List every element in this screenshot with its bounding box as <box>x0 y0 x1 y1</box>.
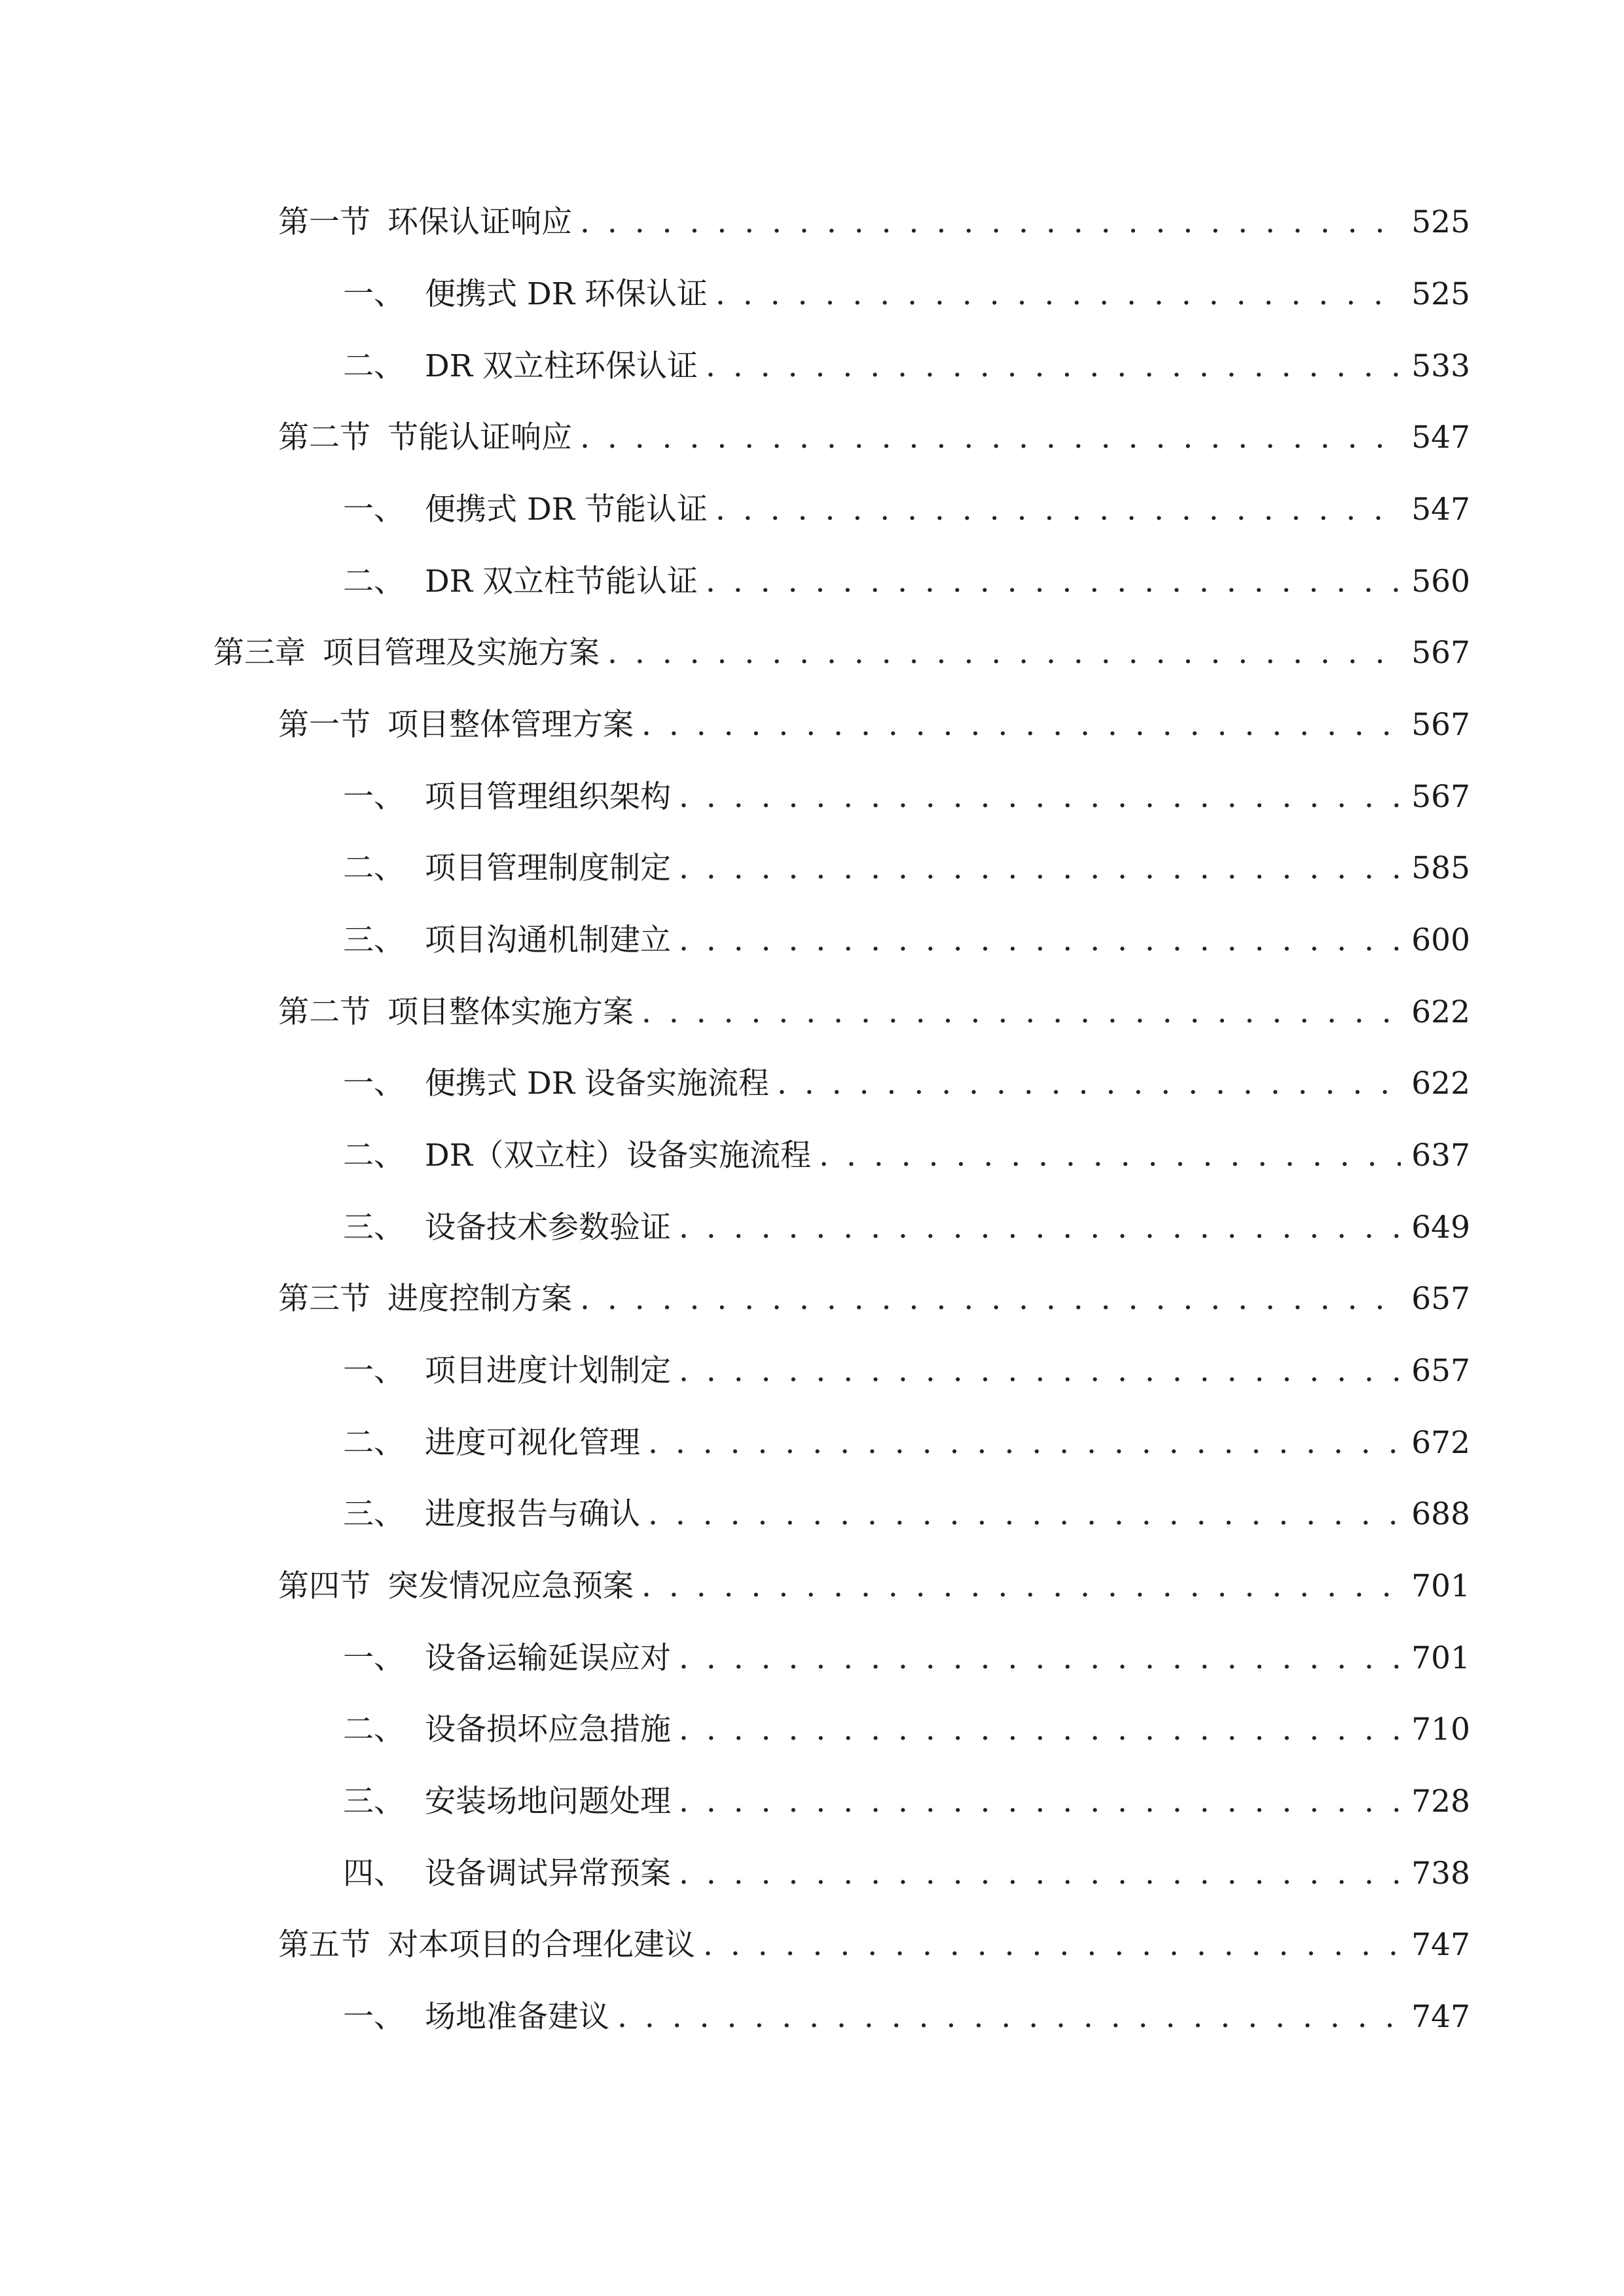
toc-entry-page: 547 <box>1411 420 1470 456</box>
toc-entry-number: 第五节 <box>278 1927 370 1963</box>
toc-entry-title: 设备调试异常预案 <box>425 1856 671 1892</box>
toc-entry-number: 第二节 <box>278 994 370 1030</box>
toc-entry-title: 设备损坏应急措施 <box>425 1712 671 1748</box>
toc-entry[interactable] <box>343 836 1470 888</box>
toc-entry-page: 710 <box>1411 1712 1470 1748</box>
toc-entry-number: 三、 <box>343 1496 405 1532</box>
toc-entry[interactable] <box>278 1266 1470 1319</box>
dot-leader <box>580 1280 1401 1319</box>
toc-entry-title: 项目沟通机制建立 <box>425 922 671 958</box>
toc-entry-title: 进度控制方案 <box>388 1281 572 1317</box>
toc-entry-number: 第二节 <box>278 420 370 456</box>
toc-entry-page: 525 <box>1411 204 1470 240</box>
toc-entry-number: 一、 <box>343 1353 405 1389</box>
dot-leader <box>641 1567 1401 1606</box>
toc-entry-title: DR 双立柱节能认证 <box>425 564 698 600</box>
dot-leader <box>679 1710 1401 1749</box>
toc-entry-number: 第三章 <box>213 635 306 671</box>
dot-leader <box>617 1998 1401 2037</box>
toc-entry[interactable] <box>343 764 1470 817</box>
toc-entry-title: 设备运输延误应对 <box>425 1640 671 1676</box>
toc-entry-page: 567 <box>1411 707 1470 743</box>
dot-leader <box>679 1352 1401 1391</box>
toc-entry[interactable] <box>343 908 1470 960</box>
toc-entry-number: 四、 <box>343 1856 405 1892</box>
dot-leader <box>641 993 1401 1032</box>
toc-entry-number: 一、 <box>343 1640 405 1676</box>
toc-entry-number: 第一节 <box>278 707 370 743</box>
toc-entry-number: 二、 <box>343 564 405 600</box>
toc-entry-page: 747 <box>1411 1927 1470 1963</box>
toc-entry-page: 622 <box>1411 1066 1470 1102</box>
toc-entry[interactable] <box>343 1769 1470 1821</box>
toc-entry-page: 547 <box>1411 492 1470 528</box>
toc-entry-title: 环保认证响应 <box>388 204 572 240</box>
toc-entry-number: 二、 <box>343 1138 405 1174</box>
toc-entry-title: DR 双立柱环保认证 <box>425 348 698 384</box>
toc-entry[interactable] <box>343 334 1470 386</box>
toc-entry-page: 701 <box>1411 1568 1470 1604</box>
toc-entry[interactable] <box>343 1123 1470 1175</box>
toc-entry-title: 项目进度计划制定 <box>425 1353 671 1389</box>
dot-leader <box>580 418 1401 457</box>
toc-entry-page: 533 <box>1411 348 1470 384</box>
toc-entry-page: 738 <box>1411 1856 1470 1892</box>
toc-entry-title: 进度报告与确认 <box>425 1496 640 1532</box>
dot-leader <box>703 1926 1401 1965</box>
dot-leader <box>648 1495 1401 1534</box>
toc-entry[interactable] <box>278 190 1470 242</box>
toc-entry-number: 二、 <box>343 348 405 384</box>
toc-entry-number: 二、 <box>343 1712 405 1748</box>
toc-entry[interactable] <box>278 1554 1470 1606</box>
toc-entry-page: 728 <box>1411 1784 1470 1820</box>
dot-leader <box>679 1782 1401 1821</box>
toc-entry-number: 一、 <box>343 492 405 528</box>
dot-leader <box>706 562 1401 601</box>
toc-entry-page: 747 <box>1411 1999 1470 2035</box>
toc-entry-page: 585 <box>1411 850 1470 886</box>
toc-entry-number: 一、 <box>343 1066 405 1102</box>
toc-entry-page: 567 <box>1411 635 1470 671</box>
toc-entry-page: 688 <box>1411 1496 1470 1532</box>
toc-entry-number: 第四节 <box>278 1568 370 1604</box>
toc-entry[interactable] <box>343 1841 1470 1893</box>
dot-leader <box>715 490 1401 529</box>
toc-entry-title: 项目整体实施方案 <box>388 994 634 1030</box>
toc-entry-title: 对本项目的合理化建议 <box>388 1927 695 1963</box>
toc-entry[interactable] <box>343 1697 1470 1749</box>
toc-entry[interactable] <box>343 1984 1470 2037</box>
toc-entry-title: 项目管理制度制定 <box>425 850 671 886</box>
toc-entry-title: 便携式 DR 环保认证 <box>425 276 708 312</box>
dot-leader <box>679 1854 1401 1893</box>
dot-leader <box>819 1136 1401 1175</box>
dot-leader <box>641 706 1401 745</box>
dot-leader <box>777 1064 1401 1103</box>
toc-entry[interactable] <box>278 692 1470 745</box>
toc-entry[interactable] <box>343 262 1470 314</box>
toc-entry-page: 622 <box>1411 994 1470 1030</box>
toc-entry-title: 项目管理及实施方案 <box>323 635 600 671</box>
toc-entry-title: 项目管理组织架构 <box>425 779 671 815</box>
dot-leader <box>648 1424 1401 1463</box>
toc-entry-number: 三、 <box>343 922 405 958</box>
toc-entry-title: 节能认证响应 <box>388 420 572 456</box>
toc-entry-number: 三、 <box>343 1784 405 1820</box>
toc-entry[interactable] <box>343 1195 1470 1247</box>
toc-entry-number: 第三节 <box>278 1281 370 1317</box>
toc-entry-number: 二、 <box>343 850 405 886</box>
toc-entry-number: 三、 <box>343 1210 405 1246</box>
toc-entry-page: 701 <box>1411 1640 1470 1676</box>
toc-entry-title: 进度可视化管理 <box>425 1425 640 1461</box>
toc-entry-title: 设备技术参数验证 <box>425 1210 671 1246</box>
dot-leader <box>679 1208 1401 1247</box>
toc-entry-page: 637 <box>1411 1138 1470 1174</box>
toc-entry-page: 672 <box>1411 1425 1470 1461</box>
toc-entry-number: 第一节 <box>278 204 370 240</box>
toc-chapter-entry[interactable] <box>213 620 1470 673</box>
toc-entry[interactable] <box>343 1410 1470 1463</box>
toc-entry-title: 突发情况应急预案 <box>388 1568 634 1604</box>
toc-entry[interactable] <box>278 980 1470 1032</box>
dot-leader <box>580 203 1401 242</box>
toc-entry-number: 一、 <box>343 1999 405 2035</box>
toc-entry[interactable] <box>343 1482 1470 1534</box>
toc-entry-page: 657 <box>1411 1281 1470 1317</box>
dot-leader <box>679 1639 1401 1678</box>
dot-leader <box>679 921 1401 960</box>
toc-entry[interactable] <box>278 1912 1470 1965</box>
toc-entry-title: 项目整体管理方案 <box>388 707 634 743</box>
toc-entry-page: 525 <box>1411 276 1470 312</box>
toc-entry-title: 便携式 DR 节能认证 <box>425 492 708 528</box>
dot-leader <box>607 634 1401 673</box>
toc-entry[interactable] <box>343 549 1470 601</box>
toc-entry-number: 一、 <box>343 779 405 815</box>
toc-entry-title: 安装场地问题处理 <box>425 1784 671 1820</box>
dot-leader <box>679 778 1401 817</box>
toc-entry-page: 649 <box>1411 1210 1470 1246</box>
toc-entry-page: 600 <box>1411 922 1470 958</box>
toc-entry[interactable] <box>343 1051 1470 1103</box>
dot-leader <box>706 347 1401 386</box>
toc-entry[interactable] <box>278 405 1470 457</box>
toc-entry-page: 657 <box>1411 1353 1470 1389</box>
toc-entry[interactable] <box>343 1626 1470 1678</box>
toc-entry-number: 一、 <box>343 276 405 312</box>
toc-entry-title: 便携式 DR 设备实施流程 <box>425 1066 769 1102</box>
toc-entry[interactable] <box>343 1338 1470 1391</box>
toc-entry[interactable] <box>343 477 1470 529</box>
dot-leader <box>715 275 1401 314</box>
toc-entry-page: 567 <box>1411 779 1470 815</box>
toc-entry-number: 二、 <box>343 1425 405 1461</box>
toc-entry-title: 场地准备建议 <box>425 1999 609 2035</box>
dot-leader <box>679 849 1401 888</box>
toc-entry-title: DR（双立柱）设备实施流程 <box>425 1138 812 1174</box>
toc-entry-page: 560 <box>1411 564 1470 600</box>
